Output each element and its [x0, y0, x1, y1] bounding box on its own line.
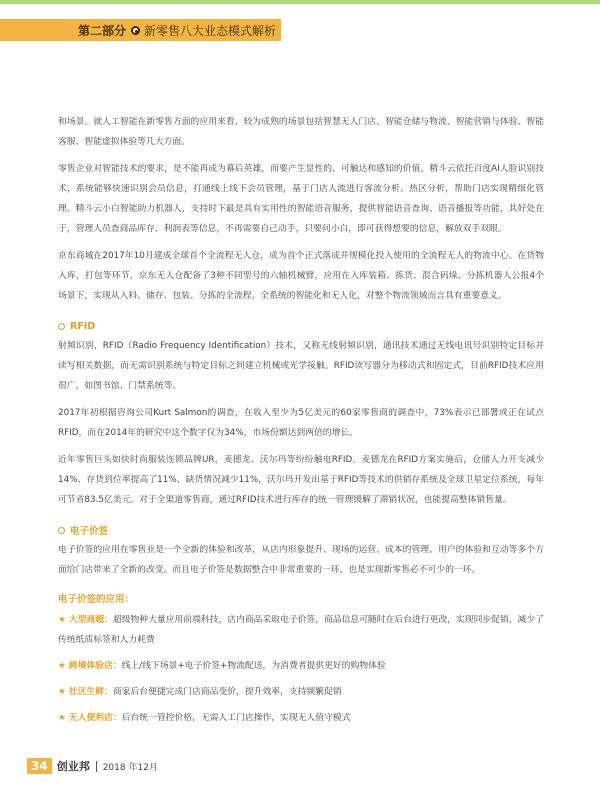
section-title: RFID	[70, 320, 96, 332]
page-footer	[27, 756, 158, 776]
circle-bullet-icon	[58, 527, 65, 534]
section-header	[0, 19, 281, 41]
star-icon: ★	[58, 661, 66, 671]
paragraph: 射频识别，RFID（Radio Frequency Identification）技术，又称无线射频识别，通讯技术通过无线电讯号识别特定目标并读写相关数据，而无需识别系统与特定目标之间建立机械或光学接触。RFID读写器分为移动式和固定式，目前RFID技术应用很广，如图书馆、门禁系统等。	[58, 341, 544, 391]
page-number: 34	[27, 758, 52, 774]
bullet-text: 超级物种大量应用前端科技，店内商品采取电子价签，商品信息可随时在后台进行更改，实现同步促销，减少了传统纸质标签和人力耗费	[58, 615, 544, 645]
article-body	[58, 112, 544, 728]
paragraph: 2017年初根据咨询公司Kurt Salmon的调查，在收入至少为5亿美元的60家零售商的调查中，73%表示已部署或正在试点RFID，而在2014年的研究中这个数字仅为34%，市场份额达到两倍的增长。	[58, 408, 544, 438]
paragraph: 近年零售巨头如快时尚服装连锁品牌UR，麦德龙、沃尔玛等纷纷触电RFID。麦德龙在RFID方案实施后，仓储人力开支减少14%、存货到位率提高了11%、缺货情况减少11%，沃尔玛开发出基于RFID等技术的供销存系统及全球卫星定位系统，每年可节省83.5亿美元。对于全渠道零售商，通过RFID技术进行库存的统一管理缓解了滞销状况，也能提高整体销售量。	[58, 455, 544, 505]
target-dot-icon	[131, 26, 140, 35]
header-part-label: 第二部分	[78, 23, 127, 38]
paragraph: 京东商城在2017年10月建成全球首个全流程无人仓，成为首个正式落成并规模化投入使用的全流程无人的物流中心。在货物入库，打包等环节，京东无人仓配备了3种不同型号的六轴机械臂，应用在入库装箱、拣货、混合码垛、分拣机器人公报4个场景下，实现从入料、储存、包装、分拣的全流程、全系统的智能化和无人化，对整个物流领域而言具有重要意义。	[58, 251, 544, 301]
section-title: 电子价签	[70, 526, 109, 537]
divider	[96, 761, 97, 772]
epricing-section-heading	[58, 520, 544, 540]
bullet-label: 社区生鲜：	[68, 687, 113, 697]
list-item	[58, 610, 544, 650]
bullet-label: 跨境体验店：	[68, 661, 122, 671]
circle-bullet-icon	[58, 323, 65, 330]
issue-date: 2018 年12月	[102, 762, 158, 773]
bullet-label: 大型商超：	[68, 615, 113, 625]
bullet-text: 线上/线下场景+电子价签+物流配送，为消费者提供更好的购物体验	[121, 661, 386, 671]
applications-title: 电子价签的应用：	[58, 594, 135, 605]
paragraph: 零售企业对智能技术的要求，是不能再成为幕后英雄，而要产生显性的、可触达和感知的价值。精斗云依托百度AI人脸识别技术，系统能够快速识别会员信息，打通线上线下会员管理，基于门店人流进行客流分析、热区分析，帮助门店实现精细化管理。精斗云小白智能助力机器人，支持时下最是具有实用性的智能语音服务，提供智能语音查询、语音播报等功能，其好处在于，管理人员查商品库存、利润表等信息，不再需要自己动手，只要问小白，即可获得想要的信息，解放双手双眼。	[58, 164, 544, 234]
brand-logo: 创业邦	[56, 760, 90, 773]
list-item	[58, 656, 544, 676]
list-item	[58, 682, 544, 702]
paragraph: 电子价签的应用在零售业是一个全新的体验和改革，从店内形象提升、现场的运营、成本的管理、用户的体验和互动等多个方面给门店带来了全新的改变。而且电子价签是数据整合中非常重要的一环，也是实现新零售必不可少的一环。	[58, 545, 544, 575]
star-icon: ★	[58, 713, 66, 723]
star-icon: ★	[58, 687, 66, 697]
rfid-section-heading	[58, 316, 544, 336]
star-icon: ★	[58, 615, 66, 625]
list-item	[58, 708, 544, 728]
paragraph: 和场景。就人工智能在新零售方面的应用来看，较为成熟的场景包括智慧无人门店、智能仓储与物流、智能营销与体验、智能客服、智能虚拟体验等几大方面。	[58, 117, 544, 147]
header-title: 新零售八大业态模式解析	[144, 23, 277, 38]
bullet-label: 无人便利店：	[68, 713, 122, 723]
bullet-text: 后台统一管控价格，无需人工门店操作，实现无人值守模式	[121, 713, 351, 723]
bullet-text: 商家后台便捷完成门店商品变价，提升效率，支持频繁促销	[112, 687, 342, 697]
top-stripe	[0, 0, 600, 4]
